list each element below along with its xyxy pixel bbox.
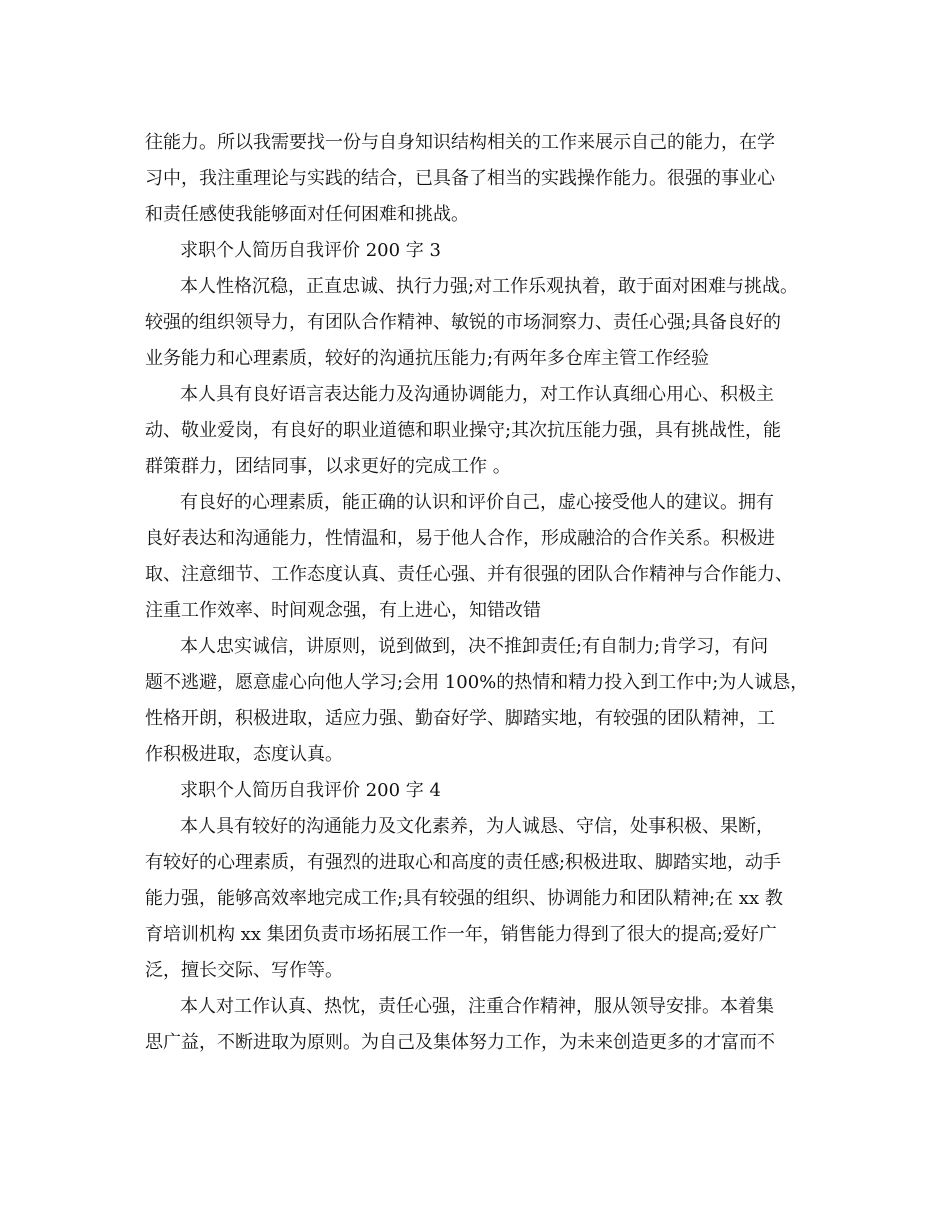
text-line: 习中，我注重理论与实践的结合，已具备了相当的实践操作能力。很强的事业心 bbox=[145, 168, 775, 189]
text-line: 良好表达和沟通能力，性情温和，易于他人合作，形成融洽的合作关系。积极进 bbox=[145, 528, 775, 549]
text-line: 本人具有较好的沟通能力及文化素养，为人诚恳、守信，处事积极、果断， bbox=[180, 816, 774, 837]
text-line: 本人具有良好语言表达能力及沟通协调能力，对工作认真细心用心、积极主 bbox=[180, 384, 774, 405]
text-line: 思广益，不断进取为原则。为自己及集体努力工作，为未来创造更多的才富而不 bbox=[145, 1032, 775, 1053]
text-line: 能力强，能够高效率地完成工作;具有较强的组织、协调能力和团队精神;在 xx 教 bbox=[145, 888, 783, 909]
text-line: 群策群力，团结同事，以求更好的完成工作 。 bbox=[145, 456, 511, 477]
text-line: 较强的组织领导力，有团队合作精神、敏锐的市场洞察力、责任心强;具备良好的 bbox=[145, 312, 782, 333]
text-line: 往能力。所以我需要找一份与自身知识结构相关的工作来展示自己的能力，在学 bbox=[145, 132, 775, 153]
text-line: 有较好的心理素质，有强烈的进取心和高度的责任感;积极进取、脚踏实地，动手 bbox=[145, 852, 782, 873]
text-line: 本人性格沉稳，正直忠诚、执行力强;对工作乐观执着，敢于面对困难与挑战。 bbox=[180, 276, 799, 297]
text-line: 本人忠实诚信，讲原则，说到做到，决不推卸责任;有自制力;肯学习，有问 bbox=[180, 636, 769, 657]
text-line: 动、敬业爱岗，有良好的职业道德和职业操守;其次抗压能力强，具有挑战性，能 bbox=[145, 420, 782, 441]
text-line: 取、注意细节、工作态度认真、责任心强、并有很强的团队合作精神与合作能力、 bbox=[145, 564, 793, 585]
text-line: 题不逃避，愿意虚心向他人学习;会用 100%的热情和精力投入到工作中;为人诚恳， bbox=[145, 672, 809, 693]
text-line: 育培训机构 xx 集团负责市场拓展工作一年，销售能力得到了很大的提高;爱好广 bbox=[145, 924, 777, 945]
section-heading: 求职个人简历自我评价 200 字 4 bbox=[180, 780, 441, 801]
text-line: 注重工作效率、时间观念强，有上进心，知错改错 bbox=[145, 600, 541, 621]
text-line: 有良好的心理素质，能正确的认识和评价自己，虚心接受他人的建议。拥有 bbox=[180, 492, 774, 513]
text-line: 和责任感使我能够面对任何困难和挑战。 bbox=[145, 204, 469, 225]
text-line: 性格开朗，积极进取，适应力强、勤奋好学、脚踏实地，有较强的团队精神，工 bbox=[145, 708, 775, 729]
text-line: 本人对工作认真、热忱，责任心强，注重合作精神，服从领导安排。本着集 bbox=[180, 996, 774, 1017]
text-line: 作积极进取，态度认真。 bbox=[145, 744, 343, 765]
text-line: 业务能力和心理素质，较好的沟通抗压能力;有两年多仓库主管工作经验 bbox=[145, 348, 710, 369]
section-heading: 求职个人简历自我评价 200 字 3 bbox=[180, 240, 441, 261]
text-line: 泛，擅长交际、写作等。 bbox=[145, 960, 343, 981]
